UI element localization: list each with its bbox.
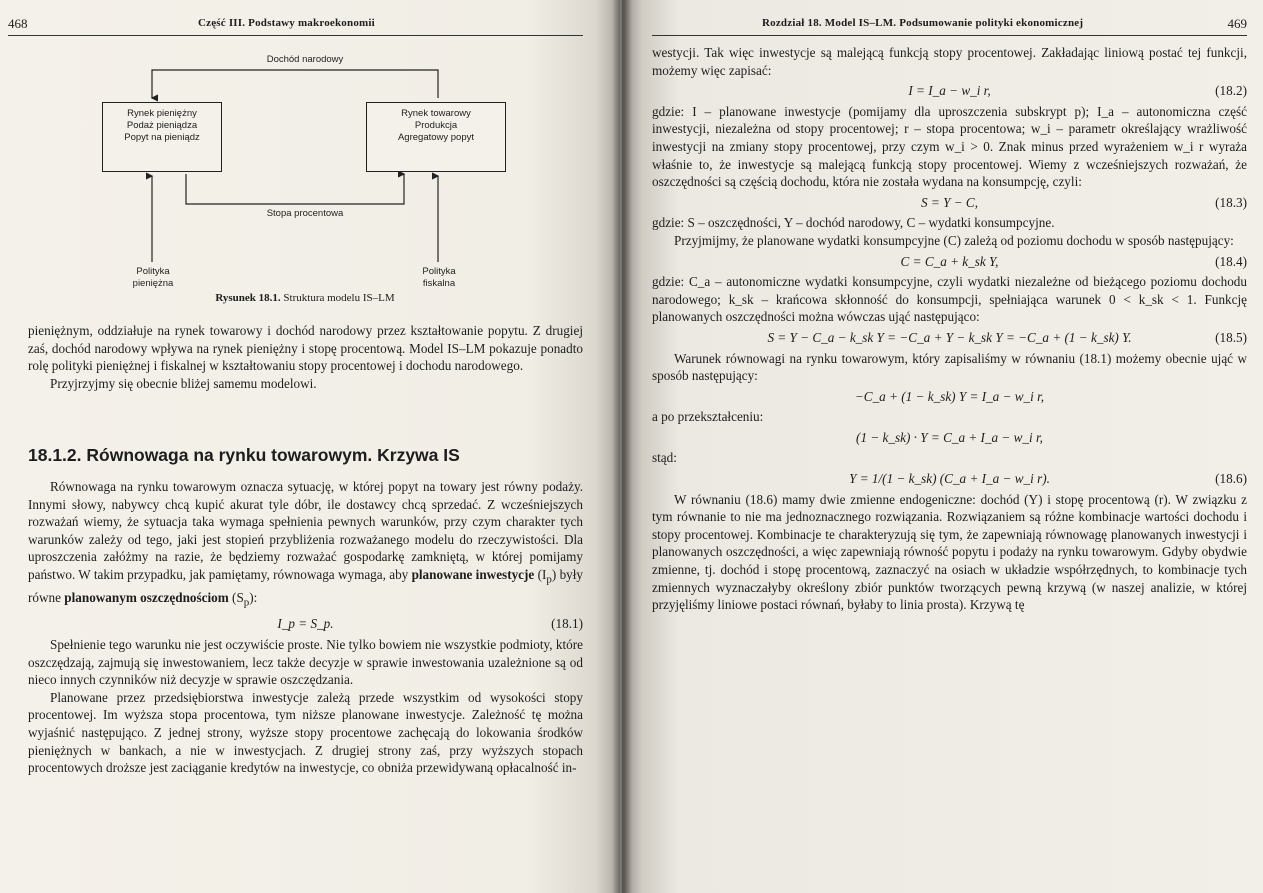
eq-18-5-number: (18.5) — [1215, 329, 1247, 345]
equation-18-3 — [652, 194, 1247, 212]
diagram-label-interest-rate: Stopa procentowa — [266, 208, 344, 219]
goods-box-line-2: Produkcja — [414, 120, 458, 131]
left-para-2: Przyjrzyjmy się obecnie bliżej samemu modelowi. — [50, 375, 317, 391]
money-box-line-2: Podaż pieniądza — [126, 120, 198, 131]
left-running-head — [8, 14, 583, 36]
para3-sub1: p — [546, 573, 552, 586]
left-text-main — [28, 478, 583, 777]
para3-end2: ): — [249, 590, 258, 606]
box-money-market — [102, 102, 222, 172]
right-page — [622, 0, 1263, 893]
diagram-label-national-income: Dochód narodowy — [266, 54, 344, 65]
fiscal-policy-line-2: fiskalna — [422, 278, 456, 289]
caption-prefix: Rysunek 18.1. — [215, 292, 281, 304]
monetary-policy-line-1: Polityka — [136, 266, 170, 277]
equation-transformed — [652, 429, 1247, 447]
money-box-line-1: Rynek pieniężny — [127, 108, 197, 119]
eq-18-1-number: (18.1) — [551, 616, 583, 632]
right-running-title: Rozdział 18. Model IS–LM. Podsumowanie polityki ekonomicznej — [762, 17, 1084, 29]
monetary-policy-line-2: pieniężna — [132, 278, 174, 289]
right-para-4: Przyjmijmy, że planowane wydatki konsumpcyjne (C) zależą od poziomu dochodu w sposób następujący: — [674, 232, 1234, 248]
book-gutter-shadow — [612, 0, 632, 893]
equation-condition — [652, 388, 1247, 406]
equation-18-5 — [652, 329, 1247, 347]
eq-transformed-text: (1 − k_sk) · Y = C_a + I_a − w_i r, — [856, 429, 1043, 445]
para3-bold-investments: planowane inwestycje — [411, 566, 535, 582]
right-para-7: a po przekształceniu: — [652, 409, 764, 425]
para3-end: (S — [232, 590, 244, 606]
eq-18-3-text: S = Y − C, — [920, 194, 978, 210]
para3-mid2: ) były równe — [28, 566, 584, 606]
eq-18-6-text: Y = 1/(1 − k_sk) (C_a + I_a − w_i r). — [849, 471, 1050, 487]
section-heading: 18.1.2. Równowaga na rynku towarowym. Krzywa IS — [28, 445, 460, 465]
right-para-3: gdzie: S – oszczędności, Y – dochód narodowy, C – wydatki konsumpcyjne. — [652, 215, 1055, 231]
eq-condition-text: −C_a + (1 − k_sk) Y = I_a − w_i r, — [854, 388, 1045, 404]
right-para-9: W równaniu (18.6) mamy dwie zmienne endogeniczne: dochód (Y) i stopę procentową (r). W związku z tym równanie to nie ma jednoznacznego rozwiązania. Rozwiązaniem są różne kombinacje wartości dochodu i stopy procentowej. Kombinacje te charakteryzują się tym, że zapewniają równowagę planowanych inwestycji i planowanych oszczędności, a więc zapewniają równość popytu i podaży na rynku towarowym. Gdyby obydwie zmienne, tj. dochód i stopę procentową, zaznaczyć na osiach w układzie współrzędnych, to kombinacje tych zmiennych wyznaczałyby określony zbiór punktów tworzących pewną krzywą (w naszej analizie, w której przyjęliśmy liniowe postaci równań, byłaby to linia prosta). Krzywą tę — [652, 491, 1247, 613]
para3-sub2: p — [243, 596, 250, 609]
eq-18-2-number: (18.2) — [1215, 83, 1247, 99]
eq-18-4-number: (18.4) — [1215, 253, 1247, 269]
left-text-top — [28, 322, 583, 392]
caption-text: Struktura modelu IS–LM — [283, 292, 395, 304]
left-para-1: pieniężnym, oddziałuje na rynek towarowy i dochód narodowy przez kształtowanie popytu. Z drugiej zaś, dochód narodowy wpływa na rynek pieniężny i stopę procentową. Model IS–LM pokazuje ponadto rolę polityki pieniężnej i fiskalnej w kształtowaniu stopy procentowej i dochodu narodowego. — [28, 323, 583, 374]
box-goods-market — [366, 102, 506, 172]
eq-18-3-number: (18.3) — [1215, 194, 1247, 210]
eq-18-6-number: (18.6) — [1215, 471, 1247, 487]
eq-18-5-text: S = Y − C_a − k_sk Y = −C_a + Y − k_sk Y = −C_a + (1 − k_sk) Y. — [767, 329, 1132, 345]
right-para-1: westycji. Tak więc inwestycje są malejącą funkcją stopy procentowej. Zakładając liniową postać tej funkcji, możemy więc zapisać: — [652, 45, 1247, 78]
goods-box-line-1: Rynek towarowy — [401, 108, 471, 119]
left-para-3 — [28, 478, 583, 612]
left-page — [0, 0, 620, 893]
right-para-5: gdzie: C_a – autonomiczne wydatki konsumpcyjne, czyli wydatki niezależne od bieżącego poziomu dochodu narodowego; k_sk – krańcowa skłonność do konsumpcji, spełniająca warunek 0 < k_sk < 1. Funkcję planowanych oszczędności można wówczas ująć następująco: — [652, 274, 1247, 325]
equation-18-6 — [652, 470, 1247, 488]
is-lm-structure-diagram — [70, 42, 540, 332]
left-para-5: Planowane przez przedsiębiorstwa inwestycje zależą przede wszystkim od wysokości stopy procentowej. Im wyższa stopa procentowa, tym niższe planowane inwestycje. Zależność tę można wyjaśnić następująco. Z jednej strony, wyższe stopy procentowe zachęcają do lokowania środków pieniężnych w bankach, a nie w inwestycjach. Z drugiej strony zaś, przy wyższych stopach procentowych droższe jest zaciąganie kredytów na inwestycje, co obniża przewidywaną opłacalność in- — [28, 689, 583, 776]
equation-18-4 — [652, 253, 1247, 271]
para3-mid: (I — [537, 566, 547, 582]
figure-caption — [70, 292, 540, 304]
equation-18-1 — [28, 615, 583, 633]
right-page-number: 469 — [1227, 16, 1247, 31]
money-box-line-3: Popyt na pieniądz — [124, 132, 200, 143]
diagram-label-monetary-policy — [118, 266, 188, 290]
right-para-6: Warunek równowagi na rynku towarowym, który zapisaliśmy w równaniu (18.1) możemy obecnie ująć w sposób następujący: — [652, 350, 1247, 384]
para3-text: Równowaga na rynku towarowym oznacza sytuację, w której popyt na towary jest równy podaży. Innymi słowy, nabywcy chcą kupić akurat tyle dóbr, ile dostawcy chcą sprzedać. Z wcześniejszych rozważań wiemy, że sytuacja taka wymaga spełnienia pewnych warunków, przy czym charakter tych warunków zależy od tego, jaki jest stopień przybliżenia rozważanego modelu do rzeczywistości. Dla uproszczenia załóżmy na razie, że będziemy rozważać gospodarkę zamkniętą, w której pomijamy państwo. W takim przypadku, jak pamiętamy, równowaga wymaga, aby — [28, 479, 583, 582]
eq-18-4-text: C = C_a + k_sk Y, — [900, 253, 999, 269]
left-running-title: Część III. Podstawy makroekonomii — [198, 17, 375, 29]
para3-bold-savings: planowanym oszczędnościom — [64, 590, 229, 606]
right-running-head — [652, 14, 1247, 36]
eq-18-2-text: I = I_a − w_i r, — [908, 83, 991, 99]
right-para-2: gdzie: I – planowane inwestycje (pomijamy dla uproszczenia subskrypt p); I_a – autonomiczna część inwestycji, niezależna od stopy procentowej; r – stopa procentowa; w_i – parametr określający wrażliwość inwestycji na zmiany stopy procentowej, przy czym w_i > 0. Znak minus przed wyrażeniem w_i r wyraża właśnie to, że inwestycje są malejącą funkcją stopy procentowej. Wiemy z wcześniejszych rozważań, że oszczędności są częścią dochodu, która nie została wydana na konsumpcję, czyli: — [652, 103, 1247, 190]
eq-18-1-text: I_p = S_p. — [277, 616, 334, 632]
fiscal-policy-line-1: Polityka — [422, 266, 456, 277]
right-text — [652, 44, 1247, 614]
equation-18-2 — [652, 82, 1247, 100]
left-para-4: Spełnienie tego warunku nie jest oczywiście proste. Nie tylko bowiem nie wszystkie podmioty, które oszczędzają, zajmują się inwestowaniem, lecz także decyzje w sprawie inwestowania uzależnione są od nieco innych czynników niż decyzje w sprawie oszczędzania. — [28, 637, 583, 688]
diagram-label-fiscal-policy — [404, 266, 474, 290]
goods-box-line-3: Agregatowy popyt — [397, 132, 475, 143]
left-page-number: 468 — [8, 16, 28, 31]
right-para-8: stąd: — [652, 450, 677, 466]
